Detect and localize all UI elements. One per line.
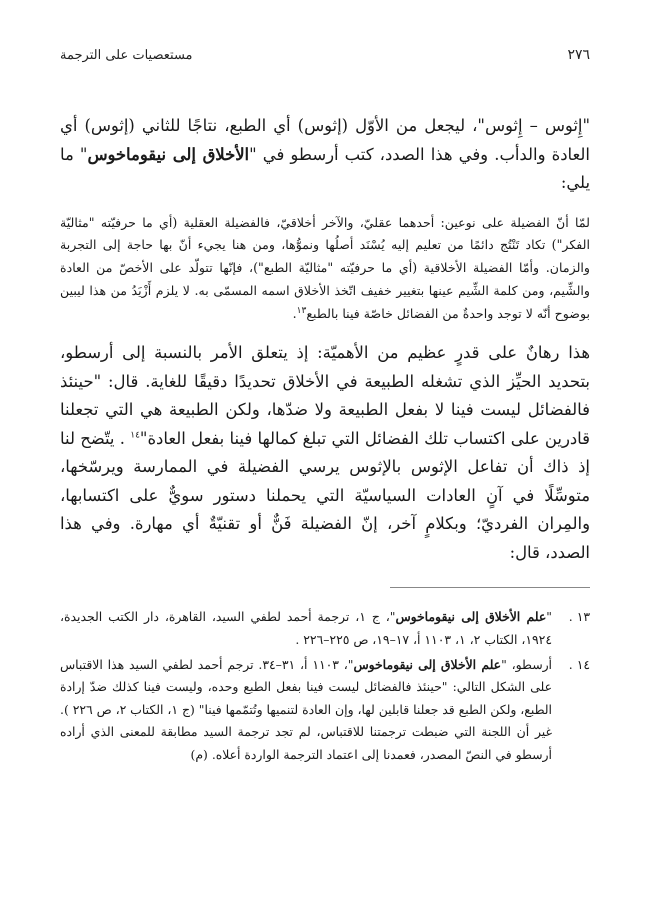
footnote-separator — [390, 587, 590, 588]
page-header — [60, 43, 590, 67]
footnote-text-start: أرسطو، " — [501, 656, 552, 672]
footnote-text-start: " — [546, 609, 552, 625]
footnotes-section — [60, 606, 590, 766]
paragraph-1-text: "إِثوس – إِثوس"، ليجعل من الأوّل (إثوس) أي الطبع، نتاجًا للثاني (إثوس) أي العادة والدأب. وفي هذا الصدد، كتب أرسطو في " — [60, 116, 590, 164]
footnote-number: ١٤ . — [568, 656, 590, 672]
footnote-text — [60, 654, 552, 767]
block-quote — [60, 212, 590, 326]
book-title-bold: الأخلاق إلى نيقوماخوس — [87, 144, 250, 164]
footnote-ref-13[interactable]: ١٣ — [296, 305, 307, 316]
running-title: مستعصيات على الترجمة — [60, 47, 193, 63]
footnote-text-rest: "، ج ١، ترجمة أحمد لطفي السيد، القاهرة، دار الكتب الجديدة، ١٩٢٤، الكتاب ٢، ١، ١١٠٣ أ، ١٧–١٩، ص ٢٢٥–٢٢٦ . — [60, 609, 552, 648]
paragraph-2-text-a: هذا رهانٌ على قدرٍ عظيم من الأهميّة: إذ يتعلق الأمر بالنسبة إلى أرسطو، بتحديد الحيِّز الذي تشغله الطبيعة في الأخلاق تحديدًا دقيقًا للغاية. قال: "حينئذ فالفضائل ليست فينا لا بفعل الطبيعة ولا ضدّها، ولكن الطبيعة هي التي تجعلنا قادرين على اكتساب تلك الفضائل التي تبلغ كمالها فينا بفعل العادة" — [60, 343, 591, 448]
quote-end: . — [292, 305, 297, 321]
body-paragraph-2 — [60, 339, 590, 567]
page-number: ٢٧٦ — [567, 47, 590, 63]
footnote-book-title: علم الأخلاق إلى نيقوماخوس — [353, 656, 502, 672]
footnote-text — [60, 606, 552, 651]
footnote-13 — [60, 606, 590, 651]
paragraph-1-ending: " ما يلي: — [60, 144, 590, 192]
footnote-book-title: علم الأخلاق إلى نيقوماخوس — [395, 609, 547, 625]
footnote-number: ١٣ . — [568, 609, 590, 625]
paragraph-2-text-b: . يتّضح لنا إذ ذاك أن تفاعل الإثوس بالإثوس يرسي الفضيلة في الممارسة ويرسّخها، متوسِّلًا في آنٍ العادات السياسيّة التي يحملنا دستور سويٌّ على اكتسابها، والمِران الفرديّ؛ وبكلامٍ آخر، إنّ الفضيلة فَنٌّ أو تقنيّةٌ أي مهارة. وفي هذا الصدد، قال: — [60, 428, 590, 562]
footnote-ref-14[interactable]: ١٤ — [130, 430, 140, 441]
footnote-14 — [60, 654, 590, 767]
footnote-text-rest: "، ١١٠٣ أ، ٣١–٣٤. ترجم أحمد لطفي السيد هذا الاقتباس على الشكل التالي: "حينئذ فالفضائل ليست فينا بفعل الطبع وحده، وليست فينا كذلك ضدّ إرادة الطبع، ولكن الطبع قد جعلنا قابلين لها، وإن العادة لتنميها وتُتمّمها فينا" (ج ١، الكتاب ٢، ص ٢٢٦ ). غير أن اللجنة التي ضبطت ترجمتنا للاقتباس، لم تجد ترجمة السيد مطابقة للمعنى الذي أراده أرسطو في النصّ المصدر، فعمدنا إلى اعتماد الترجمة الواردة أعلاه. (م) — [60, 656, 552, 763]
page-content — [60, 112, 590, 769]
body-paragraph-1 — [60, 112, 590, 198]
quote-text: لمّا أنّ الفضيلة على نوعين: أحدهما عقليّ، والآخر أخلاقيّ، فالفضيلة العقلية (أي ما حرفيّته "مثاليّة الفكر") تكاد تَنْتُج دائمًا من تعليم إليه يُسْنَد أصلُها ونموُّها، ومن هنا يجيء أنّ بها حاجة إلى التجربة والزمان. وأمّا الفضيلة الأخلاقية (أي ما حرفيّته "مثاليّة الطبع")، فإنّها تتولّد على الأخصّ من العادة والشِّيم، ومن كلمة الشِّيم عينها بتغيير خفيف اتّخذ الأخلاق اسمه المسمّى به. لا يلزم أَزْيَدُ من هذا ليبين بوضوح أنّه لا توجد واحدةٌ من الفضائل خاصّة فينا بالطبع — [60, 214, 590, 321]
